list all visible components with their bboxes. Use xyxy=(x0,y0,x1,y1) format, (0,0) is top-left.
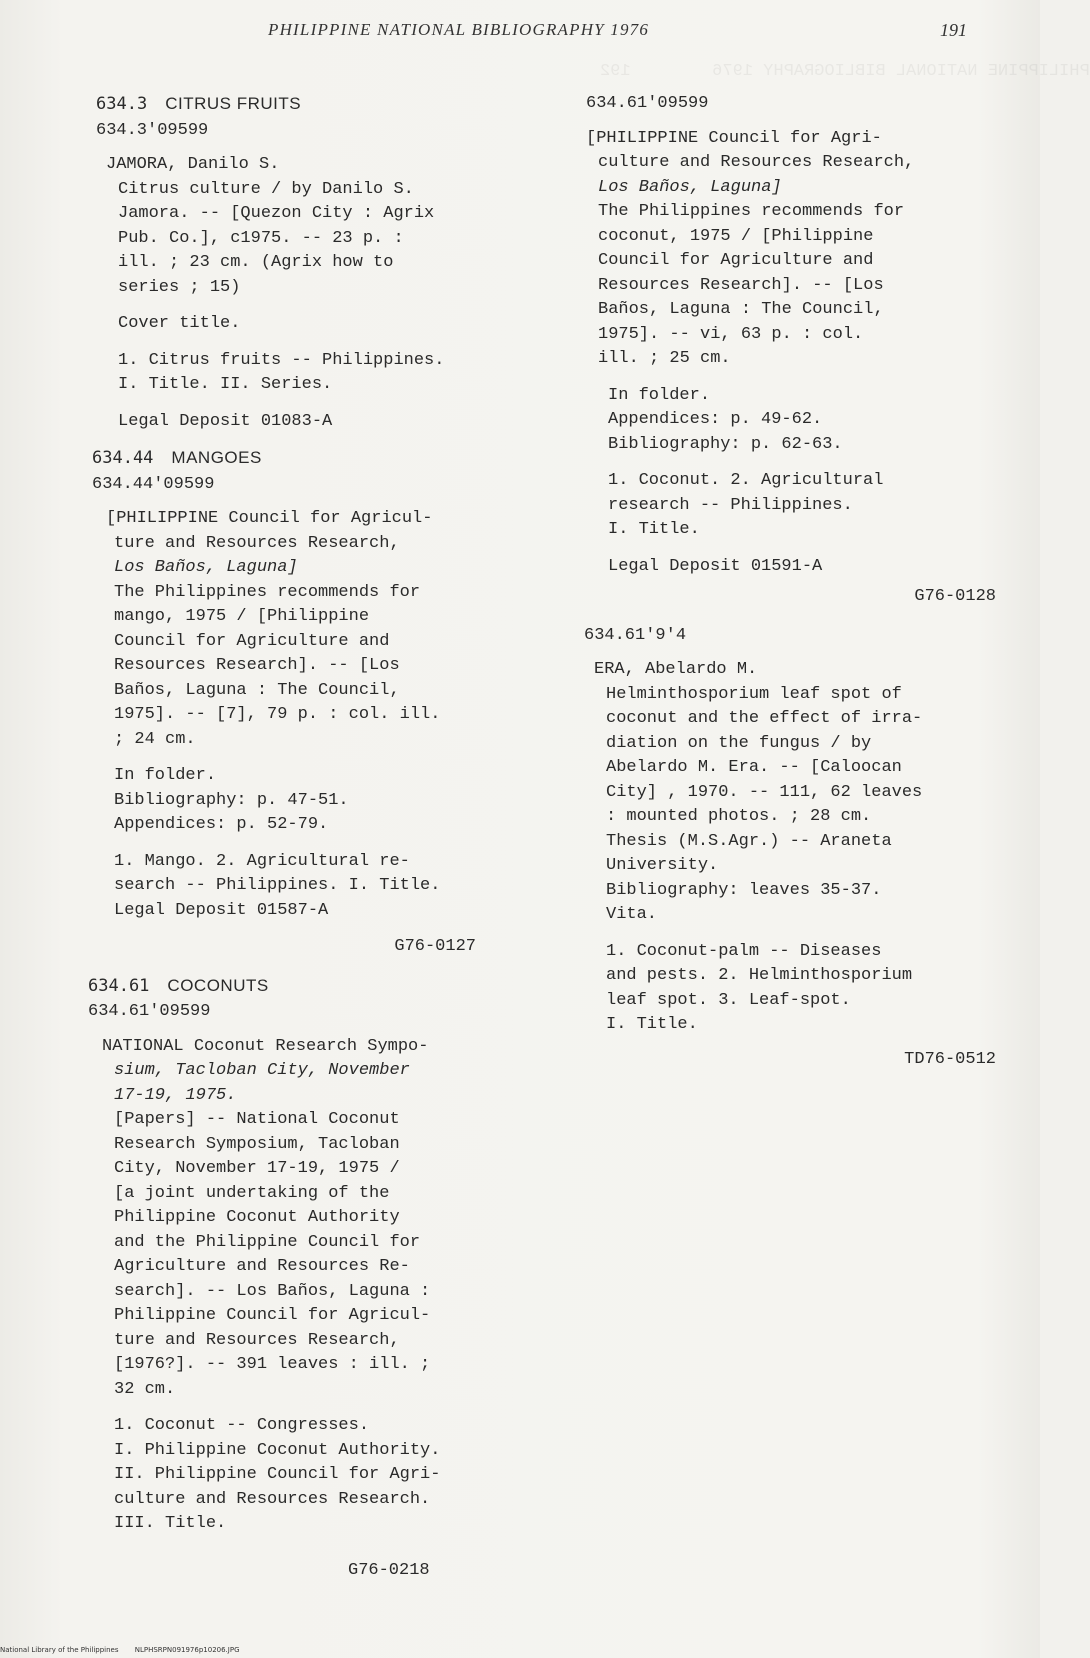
tracing-line: I. Philippine Coconut Authority. xyxy=(114,1440,441,1460)
bib-entry xyxy=(586,127,996,610)
left-column xyxy=(88,92,516,1583)
tracing-line: 1. Mango. 2. Agricultural re- xyxy=(114,851,410,871)
class-number: 634.61'9'4 xyxy=(584,625,687,645)
entry-author: NATIONAL Coconut Research Sympo- xyxy=(102,1036,429,1056)
tracing-line: research -- Philippines. xyxy=(608,495,853,515)
entry-line: Vita. xyxy=(606,905,658,924)
entry-tracings xyxy=(586,469,996,543)
entry-line: culture and Resources Research, xyxy=(598,153,915,172)
entry-line: Abelardo M. Era. -- [Caloocan xyxy=(606,758,902,777)
entry-notes xyxy=(96,764,516,838)
tracing-line: 1. Coconut. 2. Agricultural xyxy=(608,471,884,490)
entry-line: search]. -- Los Baños, Laguna : xyxy=(114,1281,431,1301)
section-heading xyxy=(96,92,516,119)
entry-line: Resources Research]. -- [Los xyxy=(114,656,400,675)
legal-deposit-text: Legal Deposit 01591-A xyxy=(608,556,823,576)
entry-line: Thesis (M.S.Agr.) -- Araneta xyxy=(606,831,892,851)
note-line: In folder. xyxy=(114,766,217,785)
legal-deposit-text: Legal Deposit 01083-A xyxy=(118,411,333,431)
section-mangoes xyxy=(92,446,516,960)
entry-line: 1975]. -- vi, 63 p. : col. xyxy=(598,324,864,344)
entry-line: Council for Agriculture and xyxy=(114,631,390,651)
entry-line: University. xyxy=(606,856,719,875)
entry-description xyxy=(96,1059,516,1402)
entry-line: ture and Resources Research, xyxy=(114,1330,400,1350)
control-number: G76-0127 xyxy=(394,937,476,956)
note-line: Bibliography: p. 47-51. xyxy=(114,790,349,810)
tracing-line: 1. Citrus fruits -- Philippines. xyxy=(118,350,445,370)
entry-line: Baños, Laguna : The Council, xyxy=(598,300,884,319)
entry-line: 17-19, 1975. xyxy=(114,1085,237,1105)
tracing-line: culture and Resources Research. xyxy=(114,1489,431,1509)
entry-line: Philippine Coconut Authority xyxy=(114,1208,400,1227)
entry-line: and the Philippine Council for xyxy=(114,1232,421,1252)
entry-author: JAMORA, Danilo S. xyxy=(106,155,280,174)
tracing-line: I. Title. xyxy=(606,1015,698,1034)
entry-line: coconut and the effect of irra- xyxy=(606,709,923,728)
entry-line: Helminthosporium leaf spot of xyxy=(606,684,902,704)
control-number: G76-0128 xyxy=(914,587,996,606)
section-citrus-fruits xyxy=(96,92,516,434)
entry-line: mango, 1975 / [Philippine xyxy=(114,607,370,626)
entry-author: ERA, Abelardo M. xyxy=(594,660,758,679)
control-number: TD76-0512 xyxy=(904,1049,996,1069)
section-number: 634.3 xyxy=(96,94,148,114)
section-number: 634.44 xyxy=(92,448,154,468)
entry-line: coconut, 1975 / [Philippine xyxy=(598,226,874,246)
note-line: Bibliography: p. 62-63. xyxy=(608,434,843,454)
entry-line: diation on the fungus / by xyxy=(606,733,872,753)
page-number: 191 xyxy=(940,20,967,40)
entry-line: Agriculture and Resources Re- xyxy=(114,1257,410,1276)
entry-line: Philippine Council for Agricul- xyxy=(114,1306,431,1325)
entry-line: The Philippines recommends for xyxy=(598,202,905,221)
entry-line: 1975]. -- [7], 79 p. : col. ill. xyxy=(114,705,441,724)
class-number: 634.3'09599 xyxy=(96,120,209,140)
entry-line: Research Symposium, Tacloban xyxy=(114,1134,400,1154)
entry-line: ture and Resources Research, xyxy=(114,533,400,553)
tracing-line: III. Title. xyxy=(114,1514,227,1533)
section-subject: COCONUTS xyxy=(167,975,269,995)
section-heading xyxy=(88,974,516,1001)
entry-line: Jamora. -- [Quezon City : Agrix xyxy=(118,204,435,223)
running-header-title: PHILIPPINE NATIONAL BIBLIOGRAPHY 1976 xyxy=(268,20,650,39)
entry-tracings xyxy=(96,1414,516,1537)
note-line: Appendices: p. 52-79. xyxy=(114,815,329,834)
entry-line: sium, Tacloban City, November xyxy=(114,1061,410,1080)
entry-line: Pub. Co.], c1975. -- 23 p. : xyxy=(118,228,404,248)
legal-deposit-text: Legal Deposit 01587-A xyxy=(114,900,329,920)
entry-tracings xyxy=(96,850,516,899)
entry-line: series ; 15) xyxy=(118,277,241,297)
entry-line: ill. ; 23 cm. (Agrix how to xyxy=(118,253,394,272)
tracing-line: and pests. 2. Helminthosporium xyxy=(606,966,913,985)
entry-line: Citrus culture / by Danilo S. xyxy=(118,179,414,199)
section-subject: MANGOES xyxy=(171,448,262,467)
note-line: In folder. xyxy=(608,385,711,405)
class-number: 634.44'09599 xyxy=(92,474,215,494)
entry-description xyxy=(586,151,996,372)
bleed-through-text: PHILIPPINE NATIONAL BIBLIOGRAPHY 1976 192 xyxy=(600,62,1090,81)
entry-line: ; 24 cm. xyxy=(114,729,196,749)
tracing-line: I. Title. xyxy=(608,520,700,539)
entry-line: [1976?]. -- 391 leaves : ill. ; xyxy=(114,1355,431,1374)
scan-footer-library: National Library of the Philippines xyxy=(0,1646,119,1654)
section-number: 634.61 xyxy=(88,975,150,996)
entry-description xyxy=(96,532,516,753)
tracing-line: 1. Coconut -- Congresses. xyxy=(114,1416,370,1435)
entry-description xyxy=(96,178,516,301)
section-heading xyxy=(92,446,516,473)
entry-line: [Papers] -- National Coconut xyxy=(114,1110,400,1129)
entry-line: Los Baños, Laguna] xyxy=(114,558,298,577)
section-subject: CITRUS FRUITS xyxy=(165,94,302,113)
entry-notes xyxy=(96,312,516,337)
entry-line: ill. ; 25 cm. xyxy=(598,349,731,368)
tracing-line: I. Title. II. Series. xyxy=(118,375,333,394)
note-line: Appendices: p. 49-62. xyxy=(608,410,823,429)
entry-description xyxy=(586,683,996,928)
bib-entry xyxy=(96,153,516,434)
entry-line: [a joint undertaking of the xyxy=(114,1183,390,1203)
entry-line: 32 cm. xyxy=(114,1379,176,1399)
class-number: 634.61'09599 xyxy=(88,1002,211,1021)
bib-entry-coconut-recommends xyxy=(586,92,996,610)
legal-deposit xyxy=(96,410,516,435)
tracing-line: leaf spot. 3. Leaf-spot. xyxy=(606,990,851,1010)
right-column xyxy=(586,92,996,1072)
bib-entry-helminthosporium xyxy=(586,624,996,1073)
entry-line: Bibliography: leaves 35-37. xyxy=(606,880,882,900)
tracing-line: 1. Coconut-palm -- Diseases xyxy=(606,941,882,961)
tracing-line: search -- Philippines. I. Title. xyxy=(114,876,441,895)
entry-tracings xyxy=(96,349,516,398)
tracing-line: II. Philippine Council for Agri- xyxy=(114,1465,441,1484)
note-line: Cover title. xyxy=(118,314,241,333)
entry-line: The Philippines recommends for xyxy=(114,582,421,602)
bib-entry xyxy=(96,1035,516,1584)
scan-footer-filename: NLPHSRPN091976p10206.JPG xyxy=(134,1646,240,1654)
legal-deposit xyxy=(586,555,996,580)
control-number: G76-0218 xyxy=(348,1560,430,1580)
entry-tracings xyxy=(586,940,996,1038)
bib-entry xyxy=(586,658,996,1072)
entry-author: [PHILIPPINE Council for Agricul- xyxy=(106,509,433,528)
entry-line: Council for Agriculture and xyxy=(598,251,874,270)
entry-line: City] , 1970. -- 111, 62 leaves xyxy=(606,782,923,802)
entry-author: [PHILIPPINE Council for Agri- xyxy=(586,128,882,148)
entry-notes xyxy=(586,384,996,458)
entry-line: City, November 17-19, 1975 / xyxy=(114,1159,400,1178)
section-coconuts xyxy=(88,974,516,1584)
entry-line: : mounted photos. ; 28 cm. xyxy=(606,807,872,826)
entry-line: Baños, Laguna : The Council, xyxy=(114,680,400,700)
entry-line: Resources Research]. -- [Los xyxy=(598,275,884,295)
entry-line: Los Baños, Laguna] xyxy=(598,177,782,197)
legal-deposit xyxy=(96,899,516,924)
class-number: 634.61'09599 xyxy=(586,94,709,113)
scan-footer xyxy=(0,1646,240,1654)
bib-entry xyxy=(96,507,516,960)
